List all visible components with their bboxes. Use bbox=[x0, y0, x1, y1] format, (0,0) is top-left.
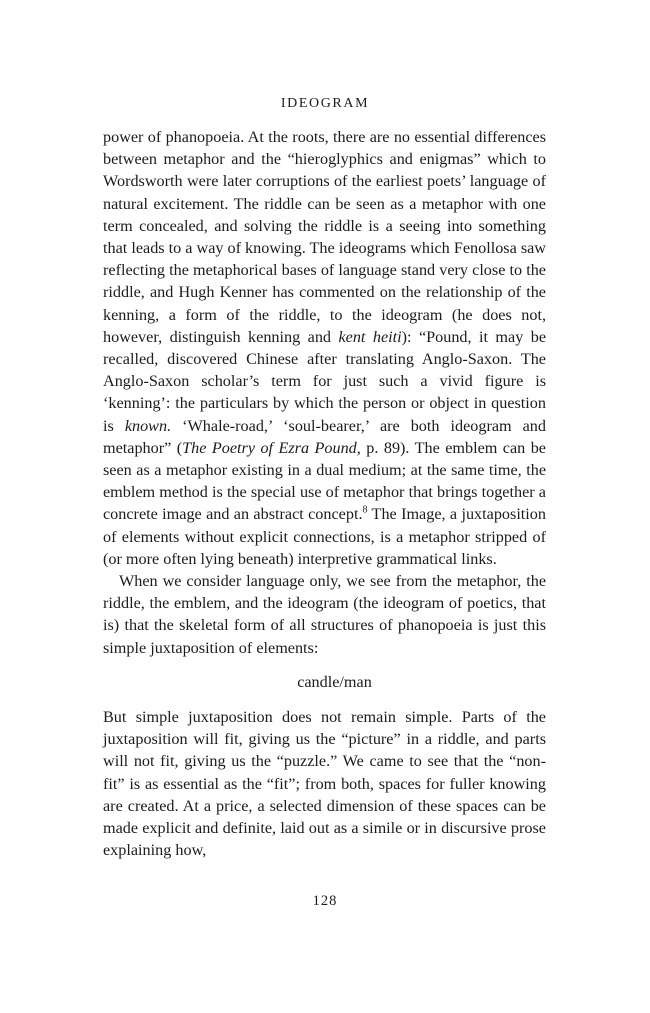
paragraph-1-part-1: power of phanopoeia. At the roots, there are no essential differences between metaphor and the “hieroglyphics and enigmas” which to Wordsworth were later corruptions of the earliest poets’ language of natural excitement. The riddle can be seen as a metaphor with one term concealed, and solving the riddle is a seeing into something that leads to a way of knowing. The ideograms which Fenollosa saw reflecting the metaphorical bases of language stand very close to the riddle, and Hugh Kenner has commented on the relationship of the kenning, a form of the riddle, to the ideogram (he does not, however, distinguish kenning and bbox=[103, 128, 546, 346]
italic-known: known. bbox=[124, 416, 172, 435]
italic-kent-heiti: kent heiti bbox=[338, 327, 402, 346]
paragraph-1-part-2: ): “Pound, it may be recalled, discovered Chinese after translating Anglo-Saxon. The Anglo-Saxon scholar’s term for just such a vivid figure is ‘kenning’: the particulars by which the person or object in question is bbox=[103, 327, 547, 435]
display-example: candle/man bbox=[297, 672, 372, 691]
paragraph-3: But simple juxtaposition does not remain simple. Parts of the juxtaposition will fit, giving us the “picture” in a riddle, and parts will not fit, giving us the “puzzle.” We came to see that the “non-fit” is as essential as the “fit”; from both, spaces for fuller knowing are created. At a price, a selected dimension of these spaces can be made explicit and definite, laid out as a simile or in discursive prose explaining how, bbox=[103, 708, 546, 860]
running-head: IDEOGRAM bbox=[280, 96, 370, 111]
paragraph-1 bbox=[103, 126, 546, 570]
paragraph-1-part-5: The Image, a juxtaposition of elements without explicit connections, is a metaphor stripped of (or more often lying beneath) interpretive grammatical links. bbox=[103, 505, 546, 568]
footnote-reference: 8 bbox=[362, 505, 368, 517]
italic-book-title: The Poetry of Ezra Pound, bbox=[182, 438, 361, 457]
page-number: 128 bbox=[312, 893, 338, 909]
body-text bbox=[103, 126, 546, 862]
paragraph-2: When we consider language only, we see from the metaphor, the riddle, the emblem, and the ideogram (the ideogram of poetics, that is) that the skeletal form of all structures of phanopoeia is just this simple juxtaposition of elements: bbox=[103, 572, 546, 657]
paragraph-1-part-3: ‘Whale-road,’ ‘soul-bearer,’ are both ideogram and metaphor” ( bbox=[103, 416, 546, 457]
paragraph-1-part-4: p. 89). The emblem can be seen as a metaphor existing in a dual medium; at the same time, the emblem method is the special use of metaphor that brings together a concrete image and an abstract concept. bbox=[103, 438, 546, 524]
